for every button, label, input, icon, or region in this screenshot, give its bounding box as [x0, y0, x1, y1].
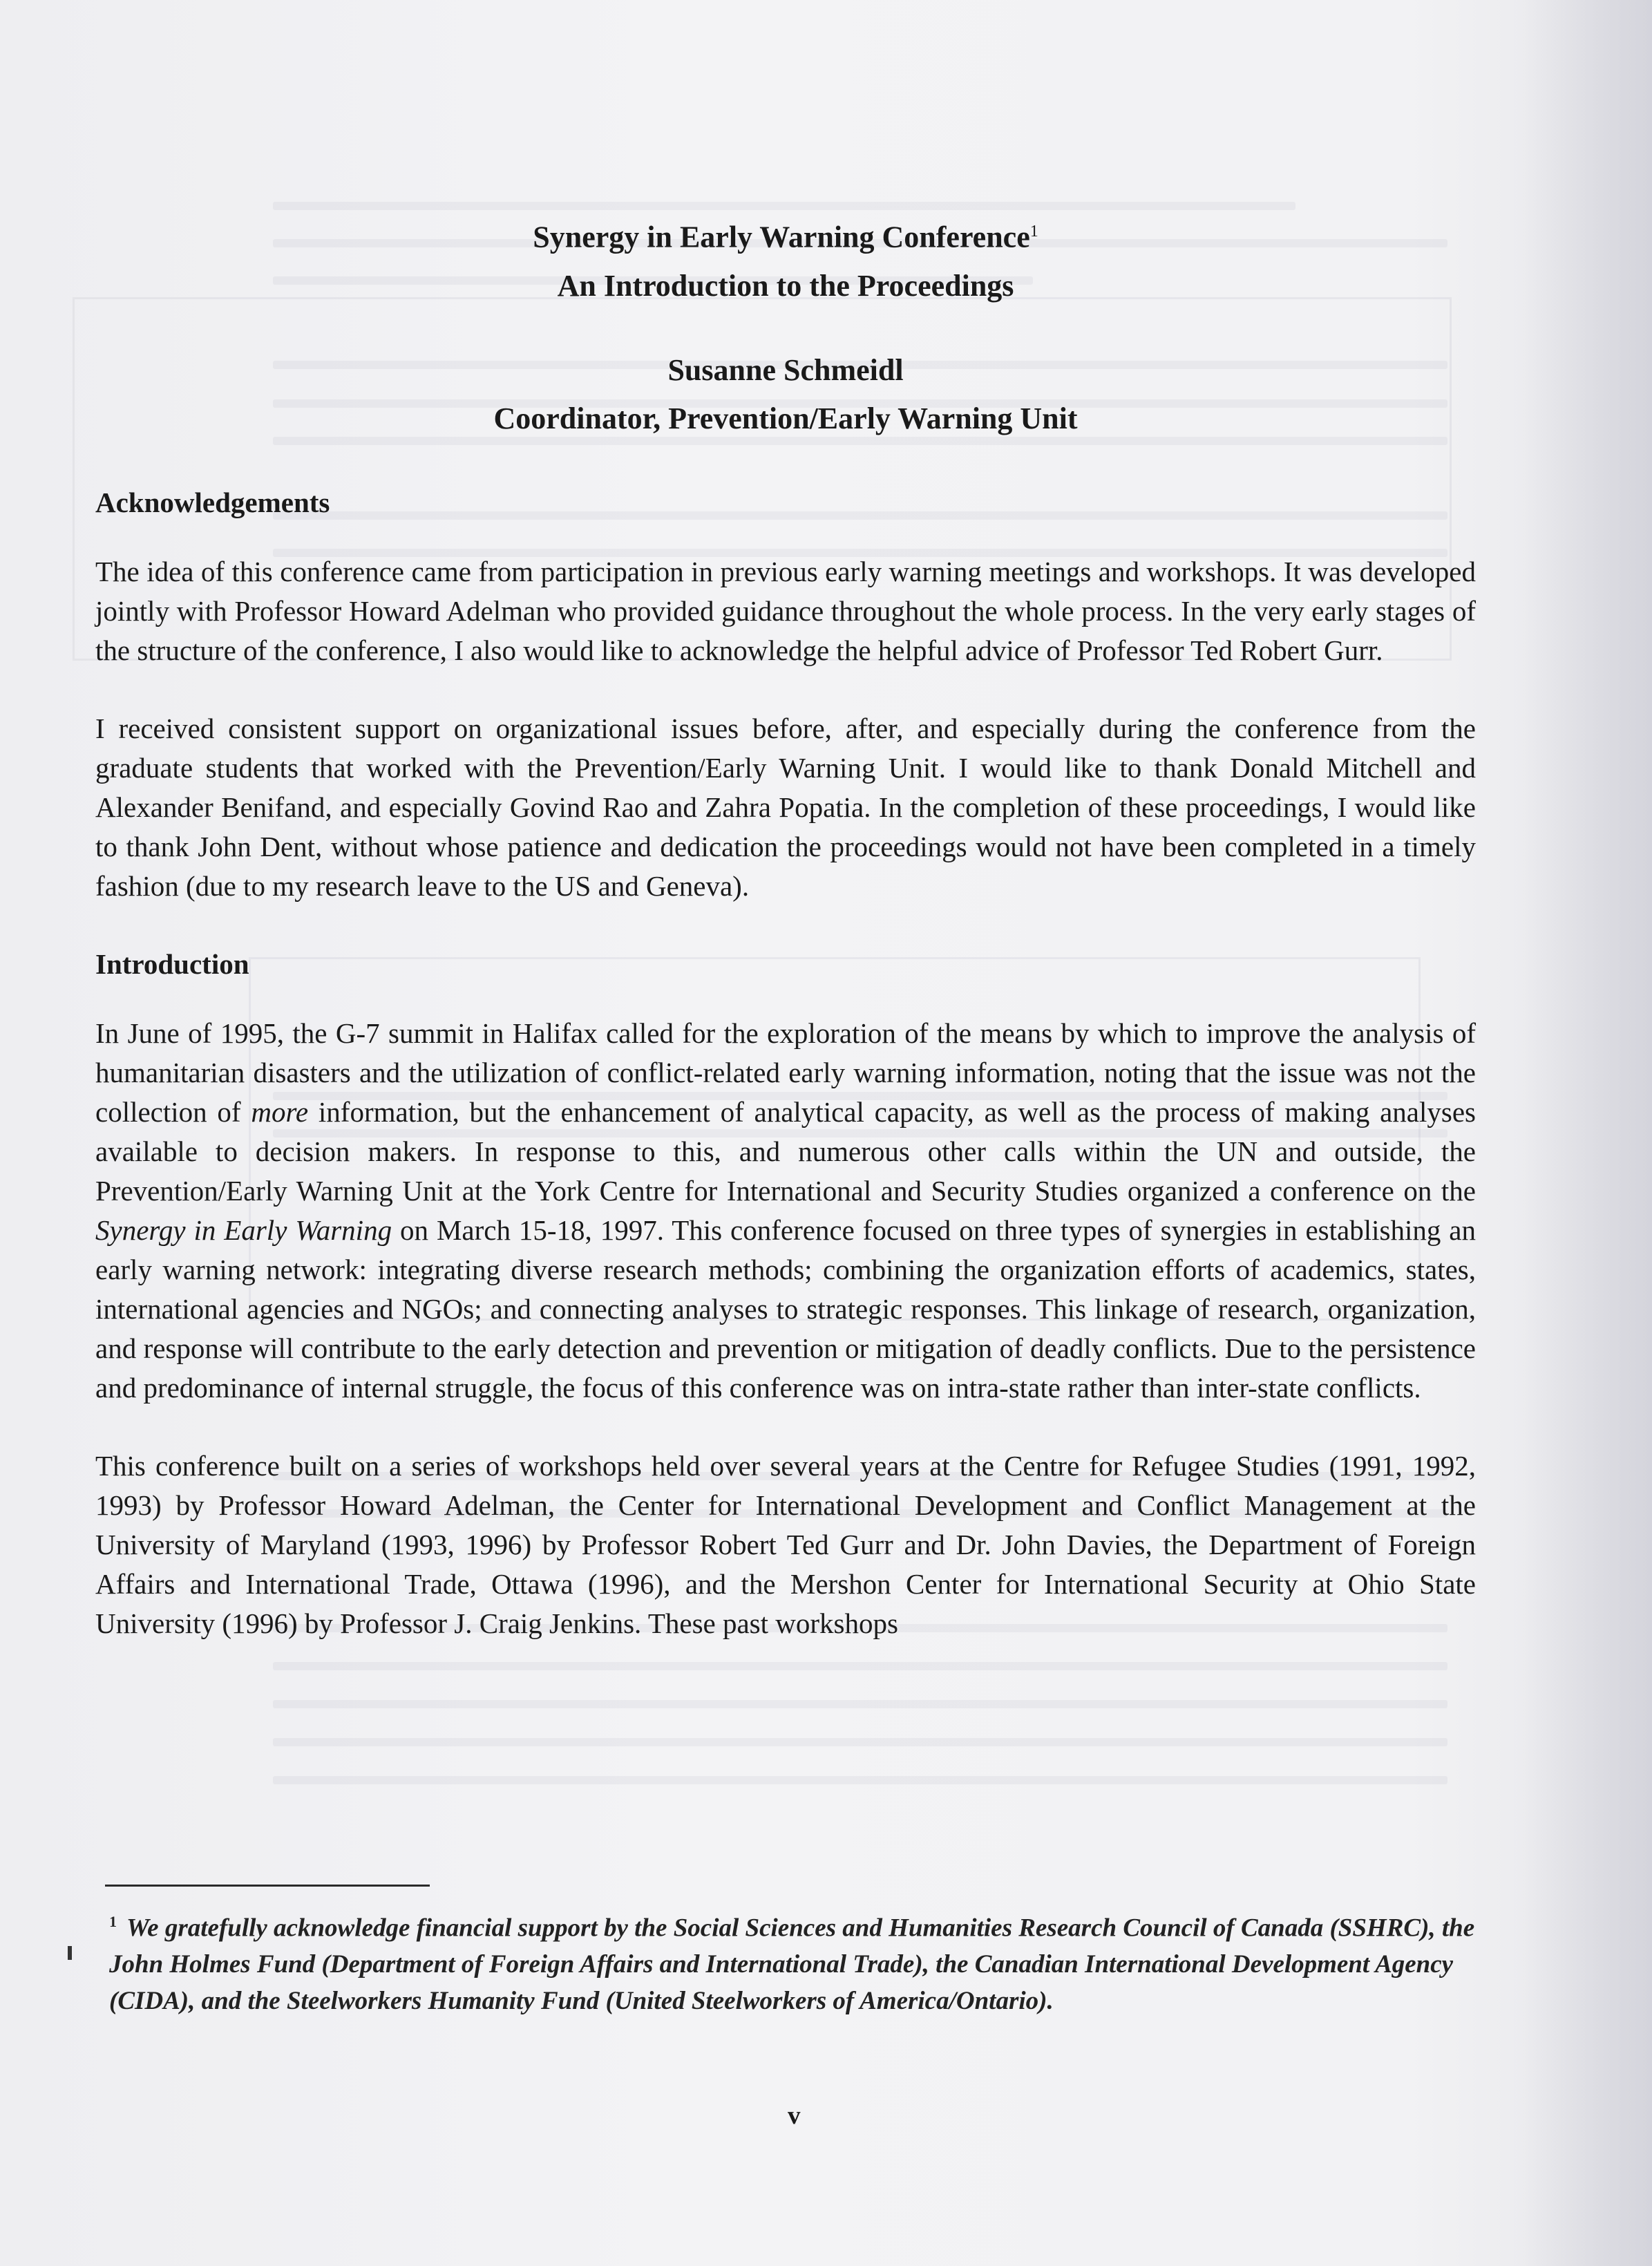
- author-role: Coordinator, Prevention/Early Warning Unit: [493, 401, 1078, 435]
- author-block: [95, 346, 1476, 443]
- introduction-paragraph-1: In June of 1995, the G-7 summit in Halifax called for the exploration of the means by which to improve the analysis of humanitarian disasters and the utilization of conflict-related early warning information, noting that the issue was not the collection of more information, but the enhancement of analytical capacity, as well as the process of making analyses available to decision makers. In response to this, and numerous other calls within the UN and outside, the Prevention/Early Warning Unit at the York Centre for International and Security Studies organized a conference on the Synergy in Early Warning on March 15-18, 1997. This conference focused on three types of synergies in establishing an early warning network: integrating diverse research methods; combining the organization efforts of academics, states, international agencies and NGOs; and connecting analyses to strategic responses. This linkage of research, organization, and response will contribute to the early detection and prevention or mitigation of deadly conflicts. Due to the persistence and predominance of internal struggle, the focus of this conference was on intra-state rather than inter-state conflicts.: [95, 1017, 1477, 1404]
- footnote-divider: [105, 1885, 430, 1887]
- title-line-1: Synergy in Early Warning Conference$^1$: [533, 220, 1038, 254]
- margin-mark: [68, 1946, 72, 1960]
- document-body: [95, 207, 1476, 1643]
- footnote-text: We gratefully acknowledge financial support by the Social Sciences and Humanities Research Council of Canada (SSHRC), the John Holmes Fund (Department of Foreign Affairs and International Trade), the Canadian International Development Agency (CIDA), and the Steelworkers Humanity Fund (United Steelworkers of America/Ontario).: [109, 1914, 1475, 2016]
- page-edge-shadow: [1521, 0, 1652, 2266]
- author-name: Susanne Schmeidl: [667, 352, 904, 387]
- title-line-2: An Introduction to the Proceedings: [557, 268, 1014, 303]
- introduction-heading: Introduction: [95, 947, 249, 980]
- acknowledgements-heading: Acknowledgements: [95, 486, 330, 518]
- footnote-marker: 1: [109, 1913, 117, 1930]
- footnote: [109, 1903, 1484, 2019]
- acknowledgements-paragraph-1: The idea of this conference came from participation in previous early warning meetings and workshops. It was developed jointly with Professor Howard Adelman who provided guidance throughout the whole process. In the very early stages of the structure of the conference, I also would like to acknowledge the helpful advice of Professor Ted Robert Gurr.: [95, 555, 1476, 666]
- title-block: [95, 207, 1476, 310]
- title-footnote-marker: 1: [1029, 223, 1038, 240]
- acknowledgements-paragraph-2: I received consistent support on organizational issues before, after, and especially during the conference from the graduate students that worked with the Prevention/Early Warning Unit. I would like to thank Donald Mitchell and Alexander Benifand, and especially Govind Rao and Zahra Popatia. In the completion of these proceedings, I would like to thank John Dent, without whose patience and dedication the proceedings would not have been completed in a timely fashion (due to my research leave to the US and Geneva).: [95, 712, 1476, 902]
- page-number: v: [788, 2102, 801, 2130]
- introduction-paragraph-2: This conference built on a series of workshops held over several years at the Centre for Refugee Studies (1991, 1992, 1993) by Professor Howard Adelman, the Center for International Development and Conflict Management at the University of Maryland (1993, 1996) by Professor Robert Ted Gurr and Dr. John Davies, the Department of Foreign Affairs and International Trade, Ottawa (1996), and the Mershon Center for International Security at Ohio State University (1996) by Professor J. Craig Jenkins. These past workshops: [95, 1449, 1476, 1639]
